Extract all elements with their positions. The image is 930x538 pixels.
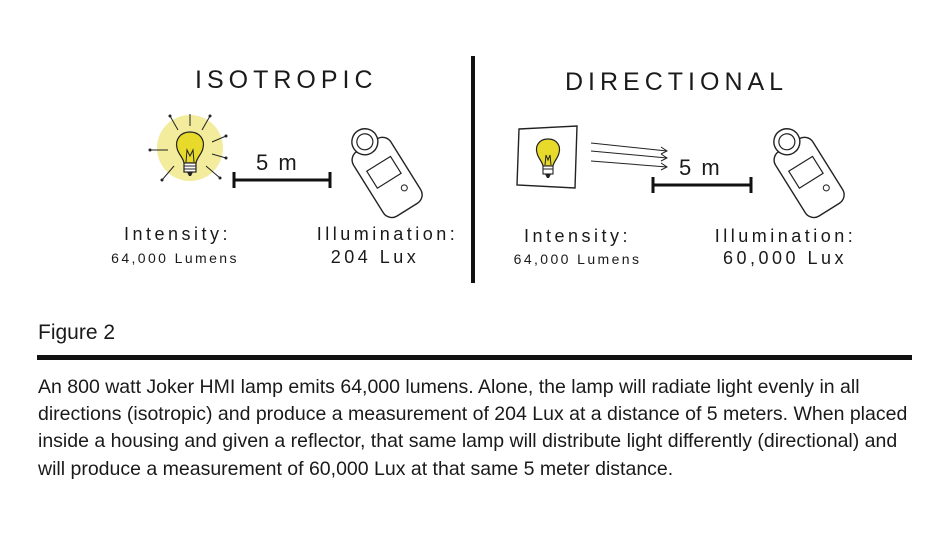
directional-intensity-value: 64,000 Lumens [513, 251, 642, 267]
light-meter-icon [330, 128, 440, 220]
panel-divider [471, 56, 475, 283]
directional-distance-bar [651, 175, 753, 195]
directional-illumination-label: Illumination: [714, 226, 857, 246]
light-meter-icon [752, 128, 862, 220]
isotropic-illumination-value: 204 Lux [330, 247, 420, 267]
directional-intensity-label: Intensity: [523, 226, 632, 246]
isotropic-intensity-value: 64,000 Lumens [111, 250, 239, 266]
caption-rule [37, 355, 912, 360]
isotropic-heading: ISOTROPIC [195, 66, 378, 94]
isotropic-illumination-label: Illumination: [316, 224, 459, 244]
isotropic-distance-bar [232, 170, 332, 190]
directional-heading: DIRECTIONAL [565, 68, 789, 96]
directional-distance-label: 5 m [679, 155, 722, 180]
figure-title: Figure 2 [38, 321, 116, 344]
isotropic-intensity-label: Intensity: [123, 224, 232, 244]
isotropic-distance-label: 5 m [256, 150, 299, 175]
figure-caption: An 800 watt Joker HMI lamp emits 64,000 lumens. Alone, the lamp will radiate light evenly in all directions (isotropic) and produce a measurement of 204 Lux at a distance of 5 meters. When placed inside a housing and given a reflector, that same lamp will distribute light differently (directional) and will produce a measurement of 60,000 Lux at that same 5 meter distance. [38, 376, 908, 480]
directional-illumination-value: 60,000 Lux [722, 248, 848, 268]
